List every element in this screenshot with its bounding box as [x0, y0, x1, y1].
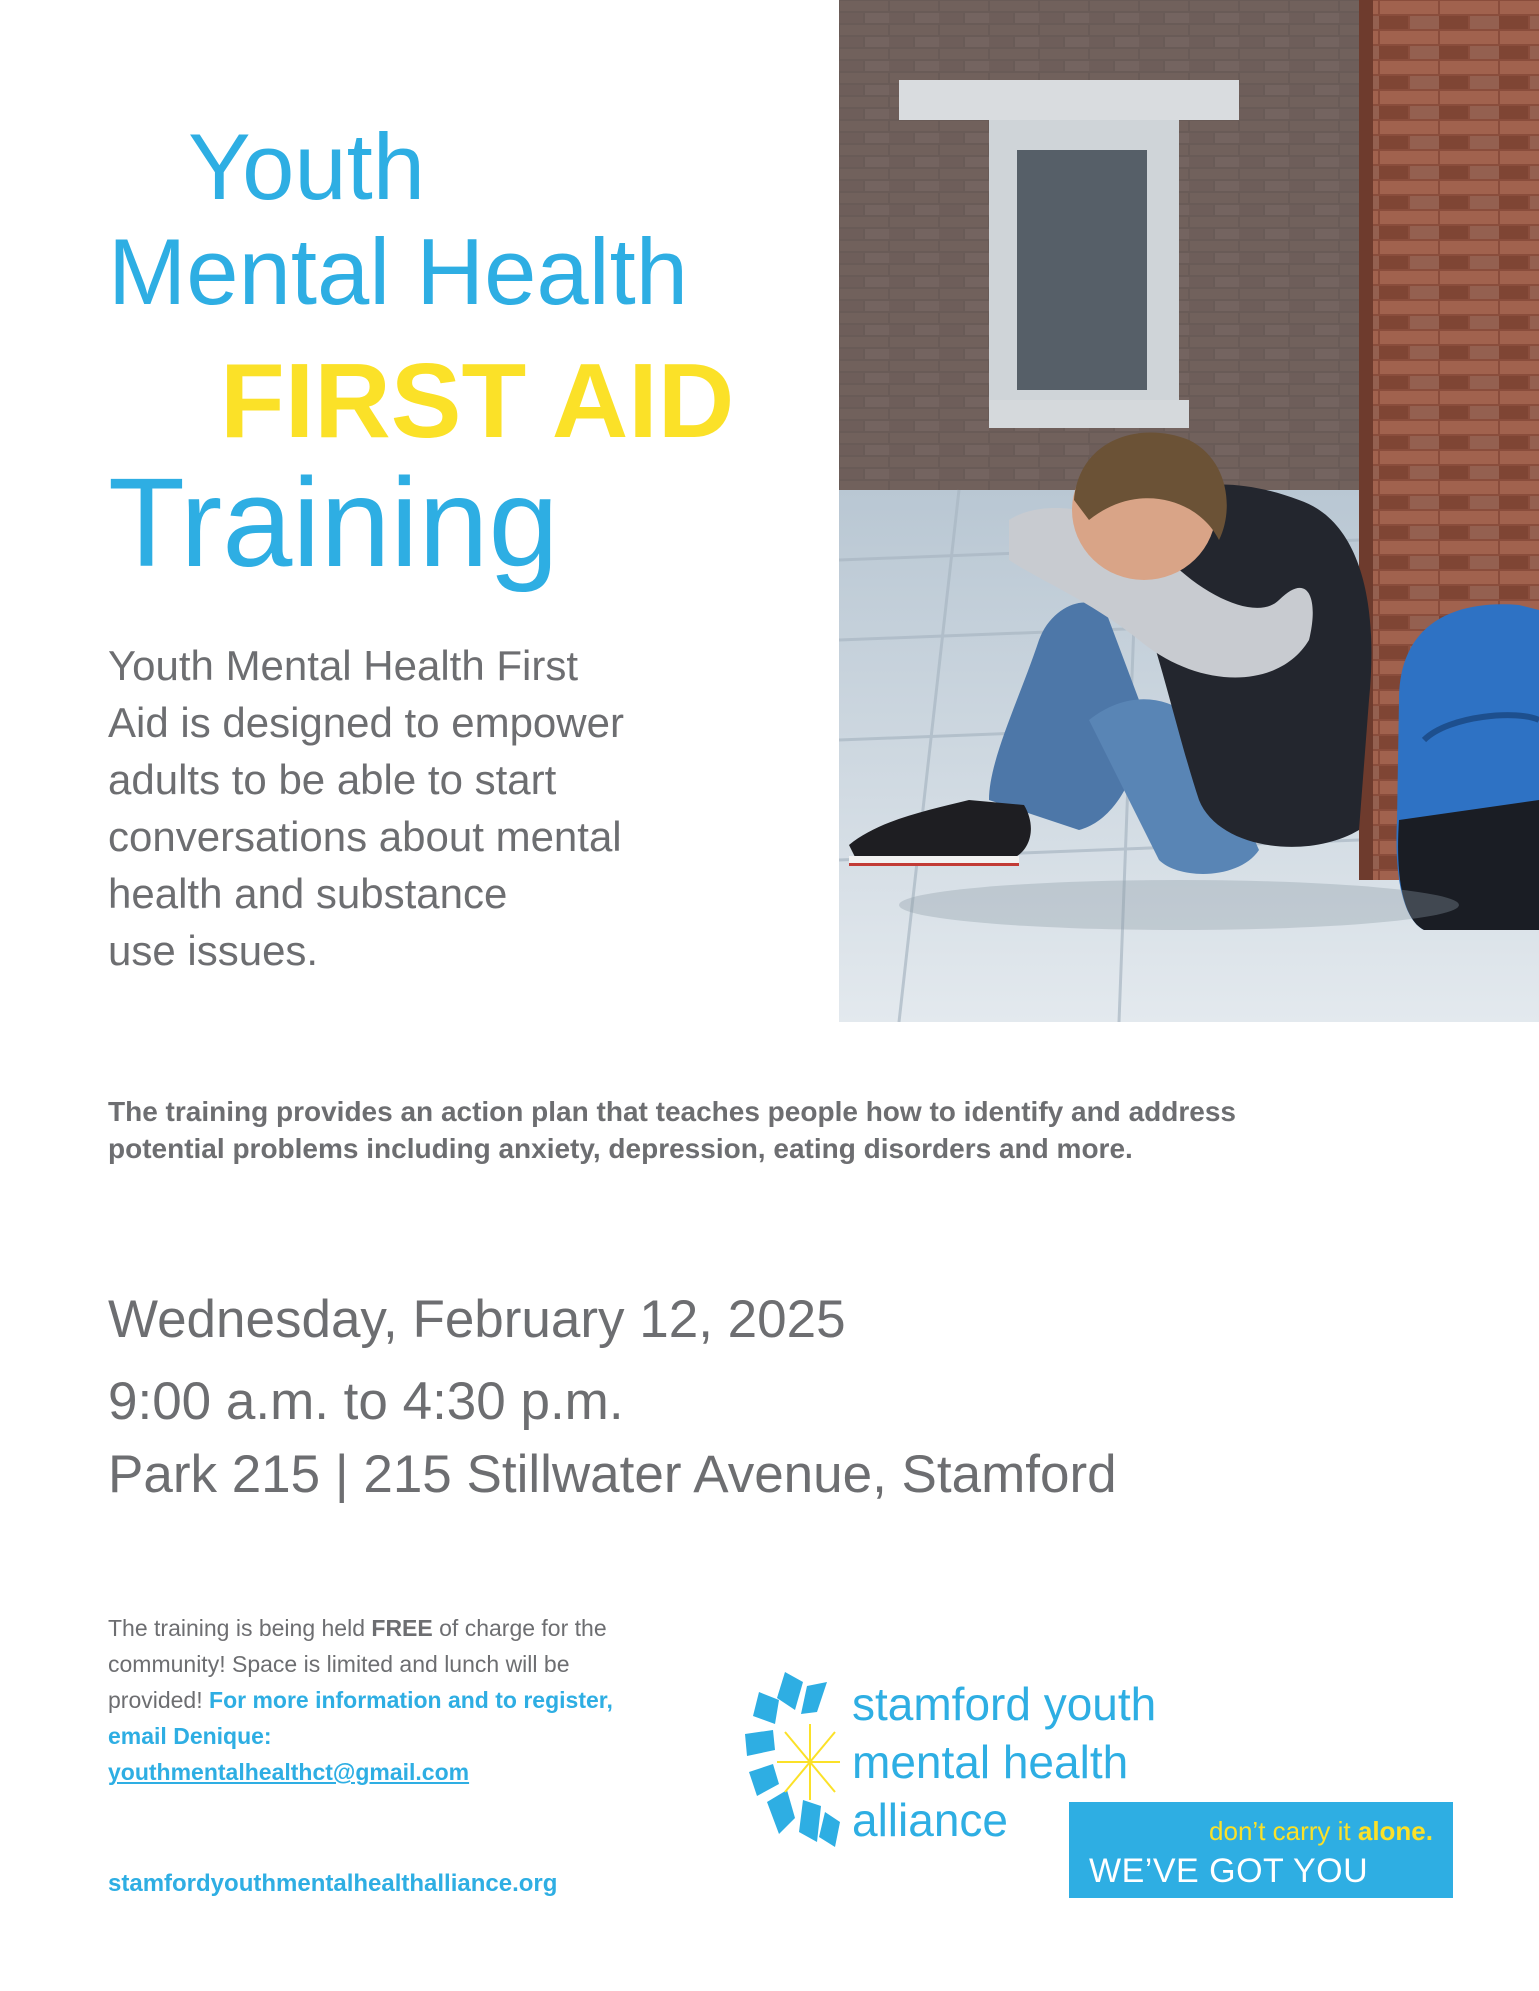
intro-line: Aid is designed to empower	[108, 699, 624, 746]
intro-paragraph	[108, 637, 708, 979]
note-cta: For more information and to register, email Denique:	[108, 1687, 613, 1749]
event-date: Wednesday, February 12, 2025	[108, 1290, 846, 1349]
event-location: Park 215 | 215 Stillwater Avenue, Stamford	[108, 1445, 1117, 1504]
title-training: Training	[108, 452, 559, 593]
tagline-small	[1209, 1816, 1433, 1847]
intro-line: use issues.	[108, 927, 319, 974]
note-text-1: The training is being held	[108, 1615, 372, 1641]
title-mental-health: Mental Health	[108, 219, 688, 324]
action-plan-text	[108, 1093, 1408, 1167]
tagline-small-b: alone.	[1357, 1816, 1433, 1846]
registration-note	[108, 1610, 668, 1790]
title-first-aid: FIRST AID	[220, 342, 735, 460]
tagline-banner	[1069, 1802, 1453, 1898]
website-link[interactable]: stamfordyouthmentalhealthalliance.org	[108, 1870, 558, 1897]
logo-line-2: mental health	[852, 1736, 1129, 1788]
email-link[interactable]: youthmentalhealthct@gmail.com	[108, 1759, 470, 1785]
tagline-big: WE’VE GOT YOU	[1089, 1852, 1369, 1890]
intro-line: adults to be able to start	[108, 756, 557, 803]
title-youth: Youth	[188, 114, 426, 219]
action-line: The training provides an action plan that teaches people how to identify and address	[108, 1096, 1236, 1127]
logo-line-3: alliance	[852, 1794, 1008, 1846]
hero-photo	[839, 0, 1539, 1022]
tagline-small-a: don’t carry it	[1209, 1816, 1358, 1846]
photo-boy-sitting-icon	[839, 0, 1539, 1022]
note-text-2: of charge for the community! Space is limited and lunch will be provided!	[108, 1615, 607, 1713]
intro-line: Youth Mental Health First	[108, 642, 579, 689]
intro-line: health and substance	[108, 870, 508, 917]
event-time: 9:00 a.m. to 4:30 p.m.	[108, 1372, 624, 1431]
action-line: potential problems including anxiety, depression, eating disorders and more.	[108, 1133, 1133, 1164]
note-free-word: FREE	[371, 1615, 433, 1641]
logo-line-1: stamford youth	[852, 1678, 1157, 1730]
intro-line: conversations about mental	[108, 813, 622, 860]
logo-snowflake-mark-icon	[745, 1672, 840, 1847]
